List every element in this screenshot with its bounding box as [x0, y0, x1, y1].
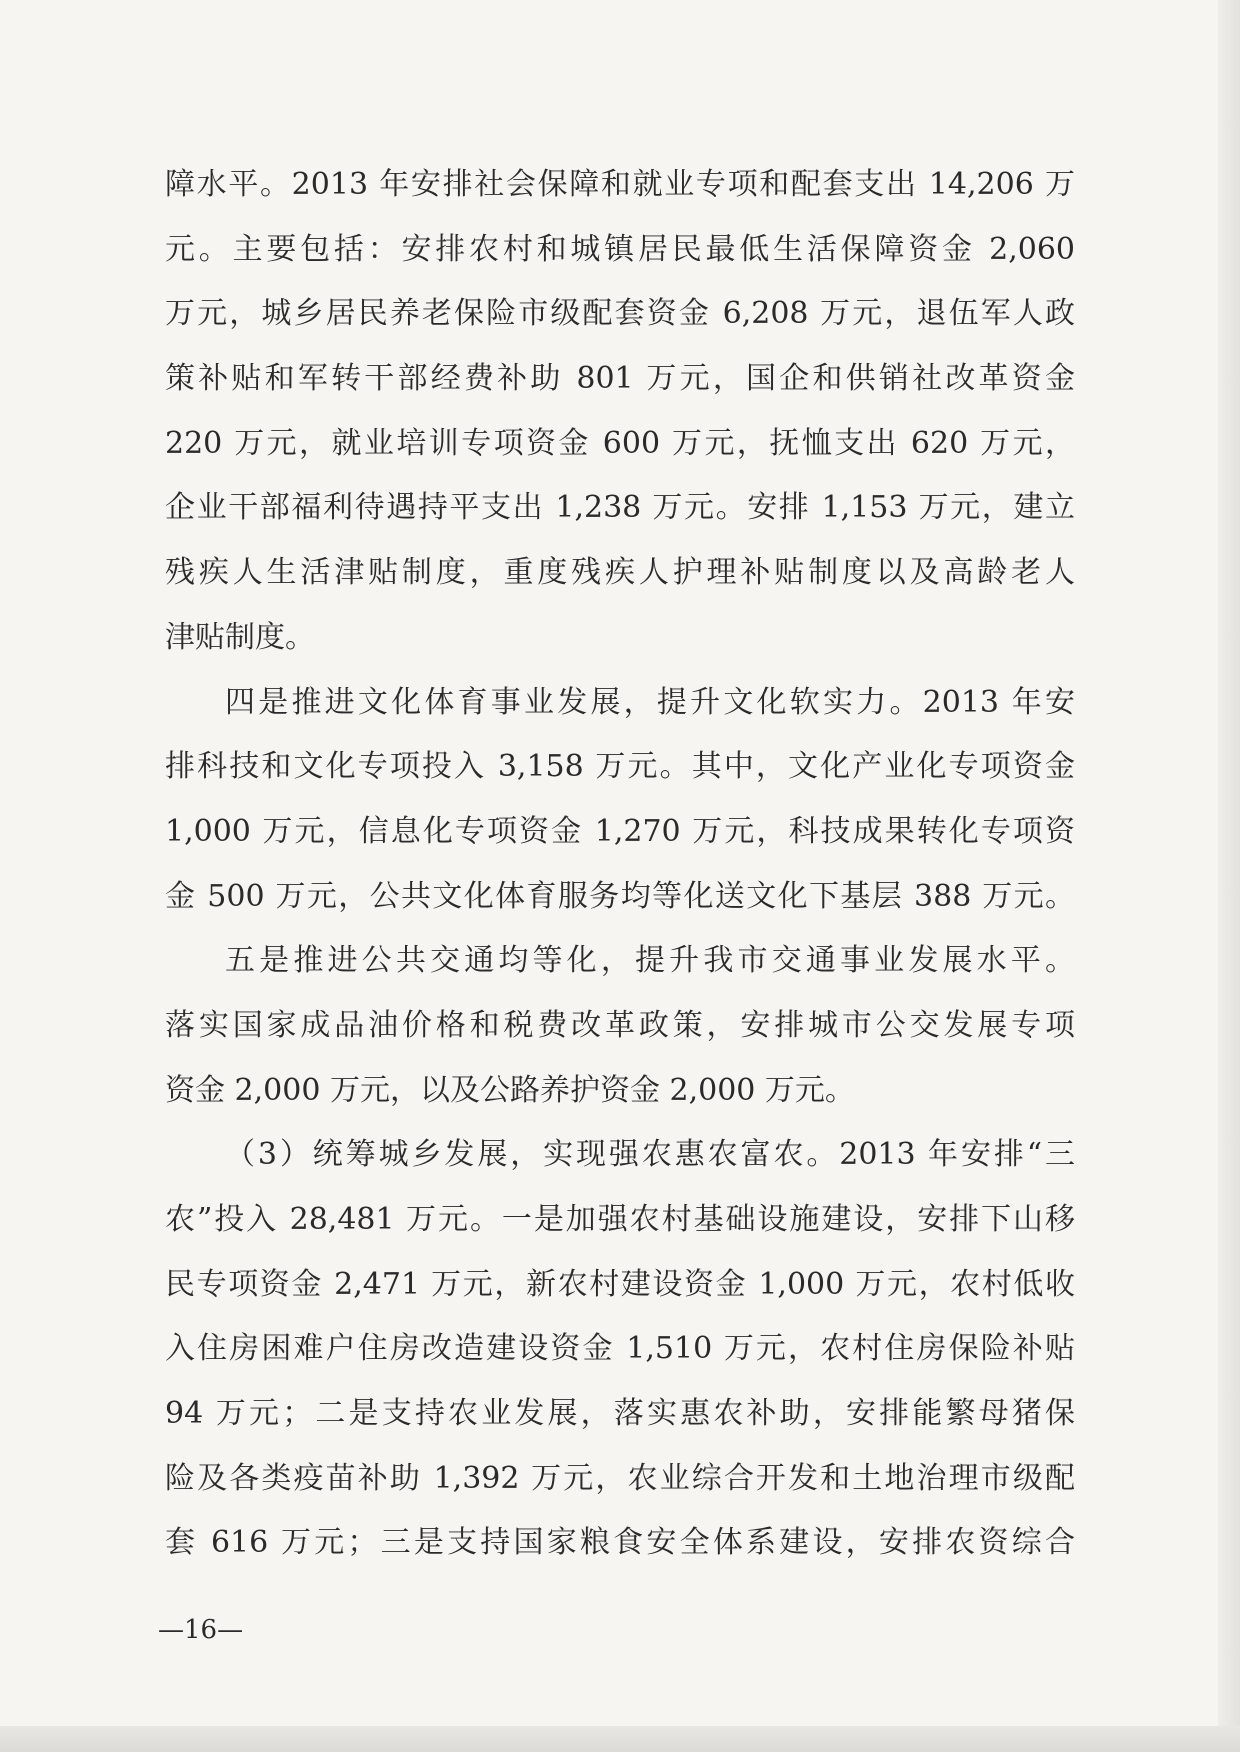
- text-line: 金 500 万元，公共文化体育服务均等化送文化下基层 388 万元。: [165, 878, 1075, 914]
- page-bottom-shadow: [0, 1726, 1240, 1752]
- text-line: 220 万元，就业培训专项资金 600 万元，抚恤支出 620 万元，: [165, 425, 1075, 461]
- text-line: 套 616 万元；三是支持国家粮食安全体系建设，安排农资综合: [165, 1525, 1075, 1561]
- text-line: 万元，城乡居民养老保险市级配套资金 6,208 万元，退伍军人政: [165, 296, 1075, 332]
- text-line: 排科技和文化专项投入 3,158 万元。其中，文化产业化专项资金: [165, 749, 1075, 785]
- text-line: 津贴制度。: [165, 619, 315, 655]
- page-number: —16—: [158, 1615, 244, 1645]
- text-line: 农”投入 28,481 万元。一是加强农村基础设施建设，安排下山移: [165, 1202, 1075, 1237]
- text-line: 五是推进公共交通均等化，提升我市交通事业发展水平。: [225, 943, 1075, 979]
- body-text: [165, 153, 1075, 1576]
- text-line: 障水平。2013 年安排社会保障和就业专项和配套支出 14,206 万: [165, 167, 1075, 202]
- text-line: 险及各类疫苗补助 1,392 万元，农业综合开发和土地治理市级配: [165, 1460, 1075, 1496]
- text-line: 落实国家成品油价格和税费改革政策，安排城市公交发展专项: [165, 1007, 1075, 1043]
- text-line: 民专项资金 2,471 万元，新农村建设资金 1,000 万元，农村低收: [165, 1266, 1075, 1302]
- text-line: 入住房困难户住房改造建设资金 1,510 万元，农村住房保险补贴: [165, 1331, 1075, 1367]
- text-line: 1,000 万元，信息化专项资金 1,270 万元，科技成果转化专项资: [165, 813, 1075, 849]
- text-line: 元。主要包括：安排农村和城镇居民最低生活保障资金 2,060: [165, 231, 1075, 267]
- text-line: （3）统筹城乡发展，实现强农惠农富农。2013 年安排“三: [225, 1137, 1075, 1173]
- text-line: 企业干部福利待遇持平支出 1,238 万元。安排 1,153 万元，建立: [165, 490, 1075, 526]
- text-line: 四是推进文化体育事业发展，提升文化软实力。2013 年安: [225, 684, 1075, 720]
- text-line: 94 万元；二是支持农业发展，落实惠农补助，安排能繁母猪保: [165, 1396, 1075, 1432]
- text-line: 策补贴和军转干部经费补助 801 万元，国企和供销社改革资金: [165, 361, 1075, 397]
- text-line: 残疾人生活津贴制度，重度残疾人护理补贴制度以及高龄老人: [165, 555, 1075, 591]
- page-edge-shadow: [1218, 0, 1240, 1752]
- text-line: 资金 2,000 万元，以及公路养护资金 2,000 万元。: [165, 1072, 855, 1108]
